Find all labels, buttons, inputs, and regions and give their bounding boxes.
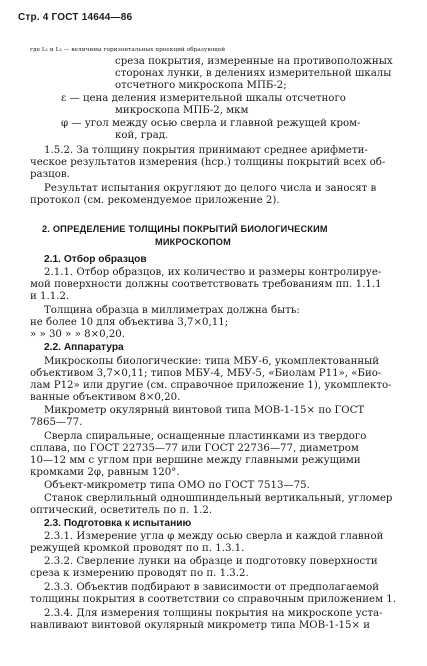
- text-line: и 1.1.2.: [30, 291, 70, 302]
- text-line: φ — угол между осью сверла и главной режущей кром-: [61, 118, 361, 129]
- text-line: Сверла спиральные, оснащенные пластинками из твердого: [44, 431, 367, 442]
- text-line: Объект-микрометр типа ОМО по ГОСТ 7513—75.: [44, 480, 310, 491]
- text-line: где L₁ и L₂ — величины горизонтальных проекций образующей: [30, 47, 226, 53]
- text-line: 10—12 мм с углом при вершине между главными режущими: [30, 455, 361, 466]
- text-line: 2.3.4. Для измерения толщины покрытия на микроскопе уста-: [44, 608, 383, 619]
- text-line: Результат испытания округляют до целого числа и заносят в: [44, 183, 377, 194]
- text-line: отсчетного микроскопа МПБ-2;: [115, 80, 287, 91]
- text-line: ческое результатов измерения (hср.) толщины покрытий всех об-: [30, 157, 386, 168]
- subsection-heading: 2.1. Отбор образцов: [44, 254, 147, 265]
- text-line: разцов.: [30, 169, 70, 180]
- page-header: Стр. 4 ГОСТ 14644—86: [18, 12, 133, 23]
- text-line: не более 10 для объектива 3,7×0,11;: [30, 317, 229, 328]
- text-line: среза к измерению проводят по п. 1.3.2.: [30, 568, 249, 579]
- text-line: объективом 3,7×0,11; типов МБУ-4, МБУ-5, «Биолам Р11», «Био-: [30, 368, 382, 379]
- text-line: Толщина образца в миллиметрах должна быть:: [44, 305, 300, 316]
- text-line: 2.1.1. Отбор образцов, их количество и размеры контролируе-: [44, 267, 382, 278]
- text-line: » » 30 » » 8×0,20.: [30, 329, 126, 340]
- text-line: микроскопа МПБ-2, мкм: [115, 105, 249, 116]
- text-line: сплава, по ГОСТ 22735—77 или ГОСТ 22736—77, диаметром: [30, 443, 359, 454]
- text-line: кой, град.: [115, 130, 169, 141]
- subsection-heading: 2.2. Аппаратура: [44, 342, 124, 353]
- text-line: Микрометр окулярный винтовой типа МОВ-1-15× по ГОСТ: [44, 405, 365, 416]
- subsection-heading: 2.3. Подготовка к испытанию: [44, 518, 192, 529]
- text-line: навливают винтовой окулярный микрометр типа МОВ-1-15× и: [30, 620, 371, 631]
- text-line: 2.3.1. Измерение угла φ между осью сверла и каждой главной: [44, 531, 384, 542]
- text-line: 7865—77.: [30, 417, 83, 428]
- text-line: сторонах лунки, в делениях измерительной шкалы: [115, 68, 392, 79]
- text-line: кромками 2φ, равным 120°.: [30, 467, 180, 478]
- section-heading: МИКРОСКОПОМ: [155, 237, 232, 247]
- text-line: 2.3.2. Сверление лунки на образце и подготовку поверхности: [44, 556, 378, 567]
- text-line: среза покрытия, измеренные на противоположных: [115, 56, 393, 67]
- text-line: 2.3.3. Объектив подбирают в зависимости от предполагаемой: [44, 582, 380, 593]
- text-line: 1.5.2. За толщину покрытия принимают среднее арифмети-: [44, 145, 368, 156]
- text-line: Микроскопы биологические: типа МБУ-6, укомплектованный: [44, 356, 380, 367]
- section-heading: 2. ОПРЕДЕЛЕНИЕ ТОЛЩИНЫ ПОКРЫТИЙ БИОЛОГИЧЕСКИМ: [42, 224, 328, 234]
- text-line: режущей кромкой проводят по п. 1.3.1.: [30, 543, 245, 554]
- text-line: протокол (см. рекомендуемое приложение 2).: [30, 195, 280, 206]
- text-line: оптический, осветитель по п. 1.2.: [30, 505, 213, 516]
- text-line: лам Р12» или другие (см. справочное приложение 1), укомплекто-: [30, 380, 392, 391]
- text-line: толщины покрытия в соответствии со справочным приложением 1.: [30, 594, 396, 605]
- text-line: Станок сверлильный одношпиндельный вертикальный, угломер: [44, 493, 393, 504]
- text-line: ванные объективом 8×0,20.: [30, 392, 181, 403]
- text-line: мой поверхности должны соответствовать требованиям пп. 1.1.1: [30, 279, 382, 290]
- text-line: ε — цена деления измерительной шкалы отсчетного: [61, 93, 346, 104]
